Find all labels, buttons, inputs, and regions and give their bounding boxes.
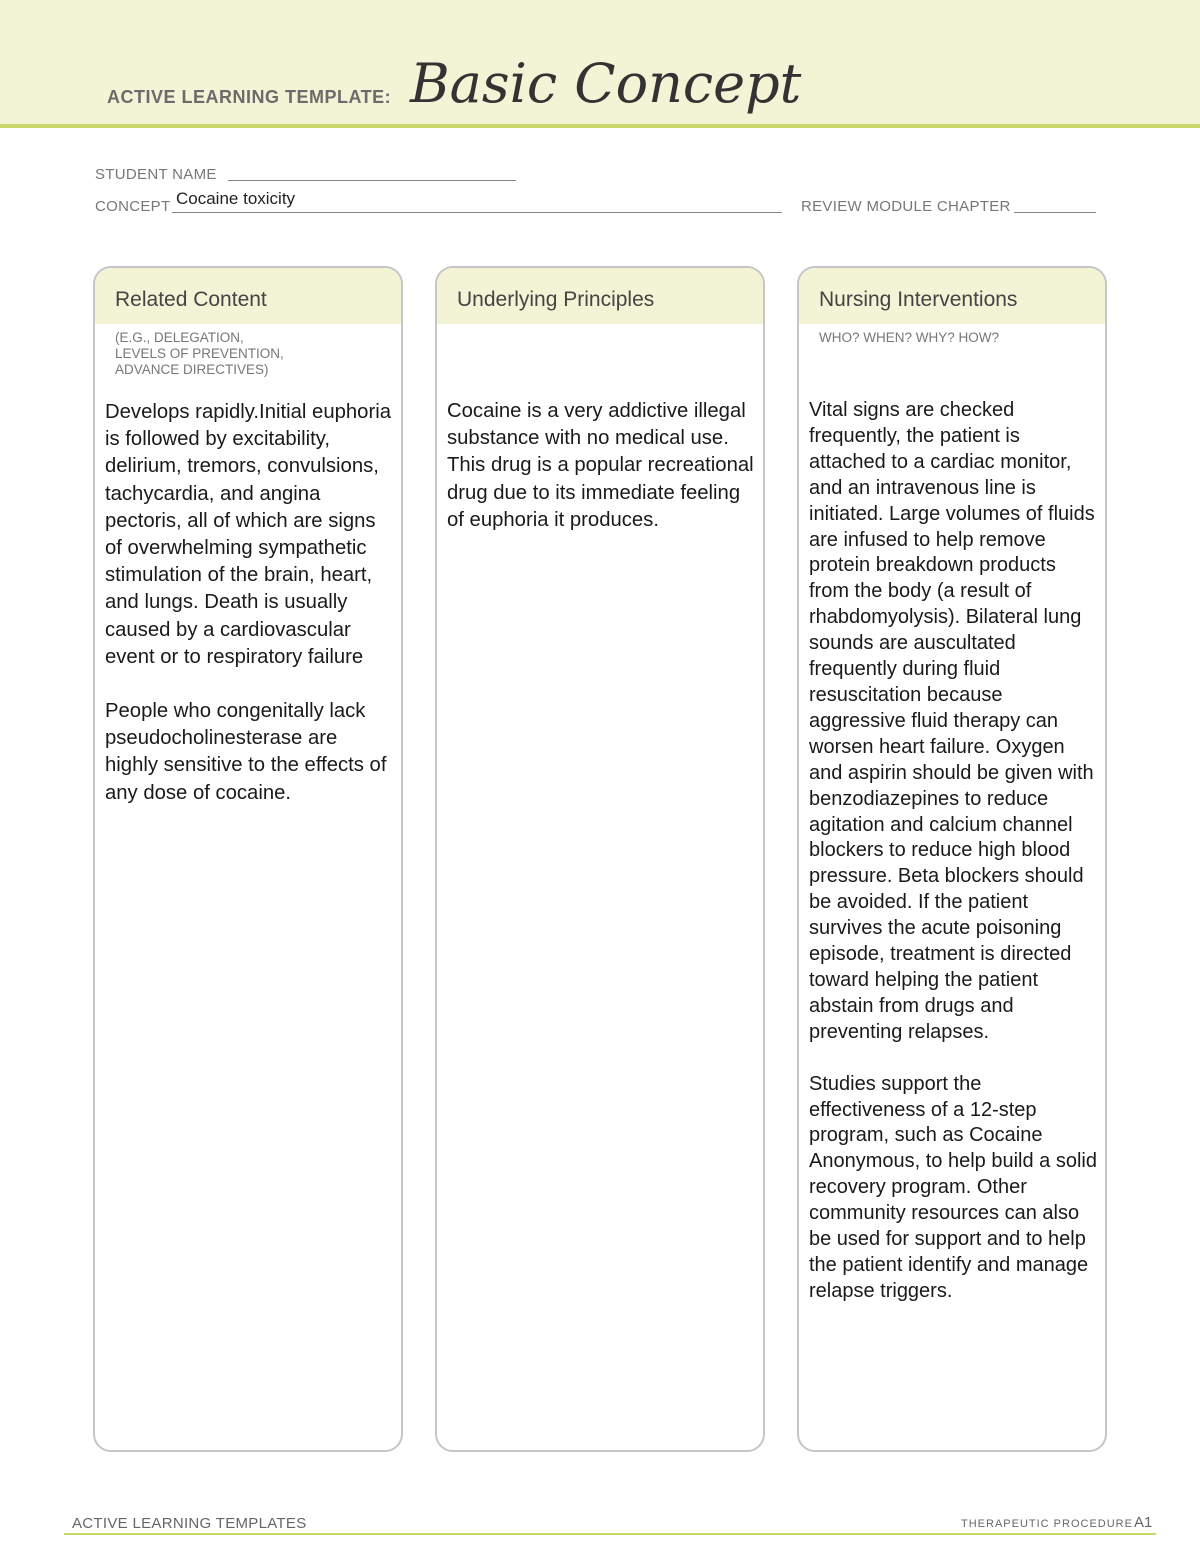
- related-content-title: Related Content: [115, 288, 267, 311]
- concept-label: CONCEPT: [95, 198, 171, 215]
- nursing-interventions-body[interactable]: [809, 398, 1097, 1332]
- student-name-field[interactable]: [228, 180, 516, 181]
- subtitle-line: (E.G., DELEGATION,: [115, 330, 244, 345]
- subtitle-line: ADVANCE DIRECTIVES): [115, 362, 269, 377]
- review-module-field[interactable]: [1014, 212, 1096, 213]
- underlying-principles-title: Underlying Principles: [457, 288, 655, 311]
- interventions-paragraph: Vital signs are checked frequently, the patient is attached to a cardiac monitor, and an intravenous line is initiated. Large volumes of fluids are infused to help remove protein breakdown products from the body (a result of rhabdomyolysis). Bilateral lung sounds are auscultated frequently during fluid resuscitation because aggressive fluid therapy can worsen heart failure. Oxygen and aspirin should be given with benzodiazepines to reduce agitation and calcium channel blockers to reduce high blood pressure. Beta blockers should be avoided. If the patient survives the acute poisoning episode, treatment is directed toward helping the patient abstain from drugs and preventing relapses.: [809, 399, 1095, 1043]
- related-content-body[interactable]: [105, 399, 393, 834]
- page-title: Basic Concept: [410, 52, 802, 115]
- related-paragraph: Develops rapidly.Initial euphoria is followed by excitability, delirium, tremors, convulsions, tachycardia, and angina pectoris, all of which are signs of overwhelming sympathetic stimulation of the brain, heart, and lungs. Death is usually caused by a cardiovascular event or to respiratory failure: [105, 401, 391, 668]
- footer-left-label: ACTIVE LEARNING TEMPLATES: [72, 1515, 307, 1532]
- related-content-subtitle: [115, 330, 284, 378]
- subtitle-line: LEVELS OF PREVENTION,: [115, 346, 284, 361]
- review-module-label: REVIEW MODULE CHAPTER: [801, 198, 1011, 215]
- footer-code: A1: [1134, 1514, 1153, 1531]
- underlying-principles-body[interactable]: [447, 398, 755, 561]
- student-name-label: STUDENT NAME: [95, 166, 217, 183]
- header-rule: [0, 124, 1200, 128]
- nursing-interventions-subtitle: WHO? WHEN? WHY? HOW?: [819, 330, 1000, 345]
- nursing-interventions-title: Nursing Interventions: [819, 288, 1018, 311]
- concept-value: Cocaine toxicity: [176, 189, 296, 208]
- footer-right-label: THERAPEUTIC PROCEDURE: [961, 1518, 1133, 1530]
- underlying-principles-panel: [435, 266, 765, 1452]
- nursing-interventions-panel: [797, 266, 1107, 1452]
- footer-rule: [64, 1533, 1156, 1535]
- related-content-panel: [93, 266, 403, 1452]
- interventions-paragraph: Studies support the effectiveness of a 12-step program, such as Cocaine Anonymous, to help build a solid recovery program. Other community resources can also be used for support and to help the patient identify and manage relapse triggers.: [809, 1072, 1097, 1302]
- principles-paragraph: Cocaine is a very addictive illegal substance with no medical use. This drug is a popular recreational drug due to its immediate feeling of euphoria it produces.: [447, 400, 754, 531]
- template-label: ACTIVE LEARNING TEMPLATE:: [107, 87, 392, 107]
- related-paragraph: People who congenitally lack pseudocholinesterase are highly sensitive to the effects of any dose of cocaine.: [105, 700, 387, 804]
- concept-field[interactable]: [172, 212, 782, 213]
